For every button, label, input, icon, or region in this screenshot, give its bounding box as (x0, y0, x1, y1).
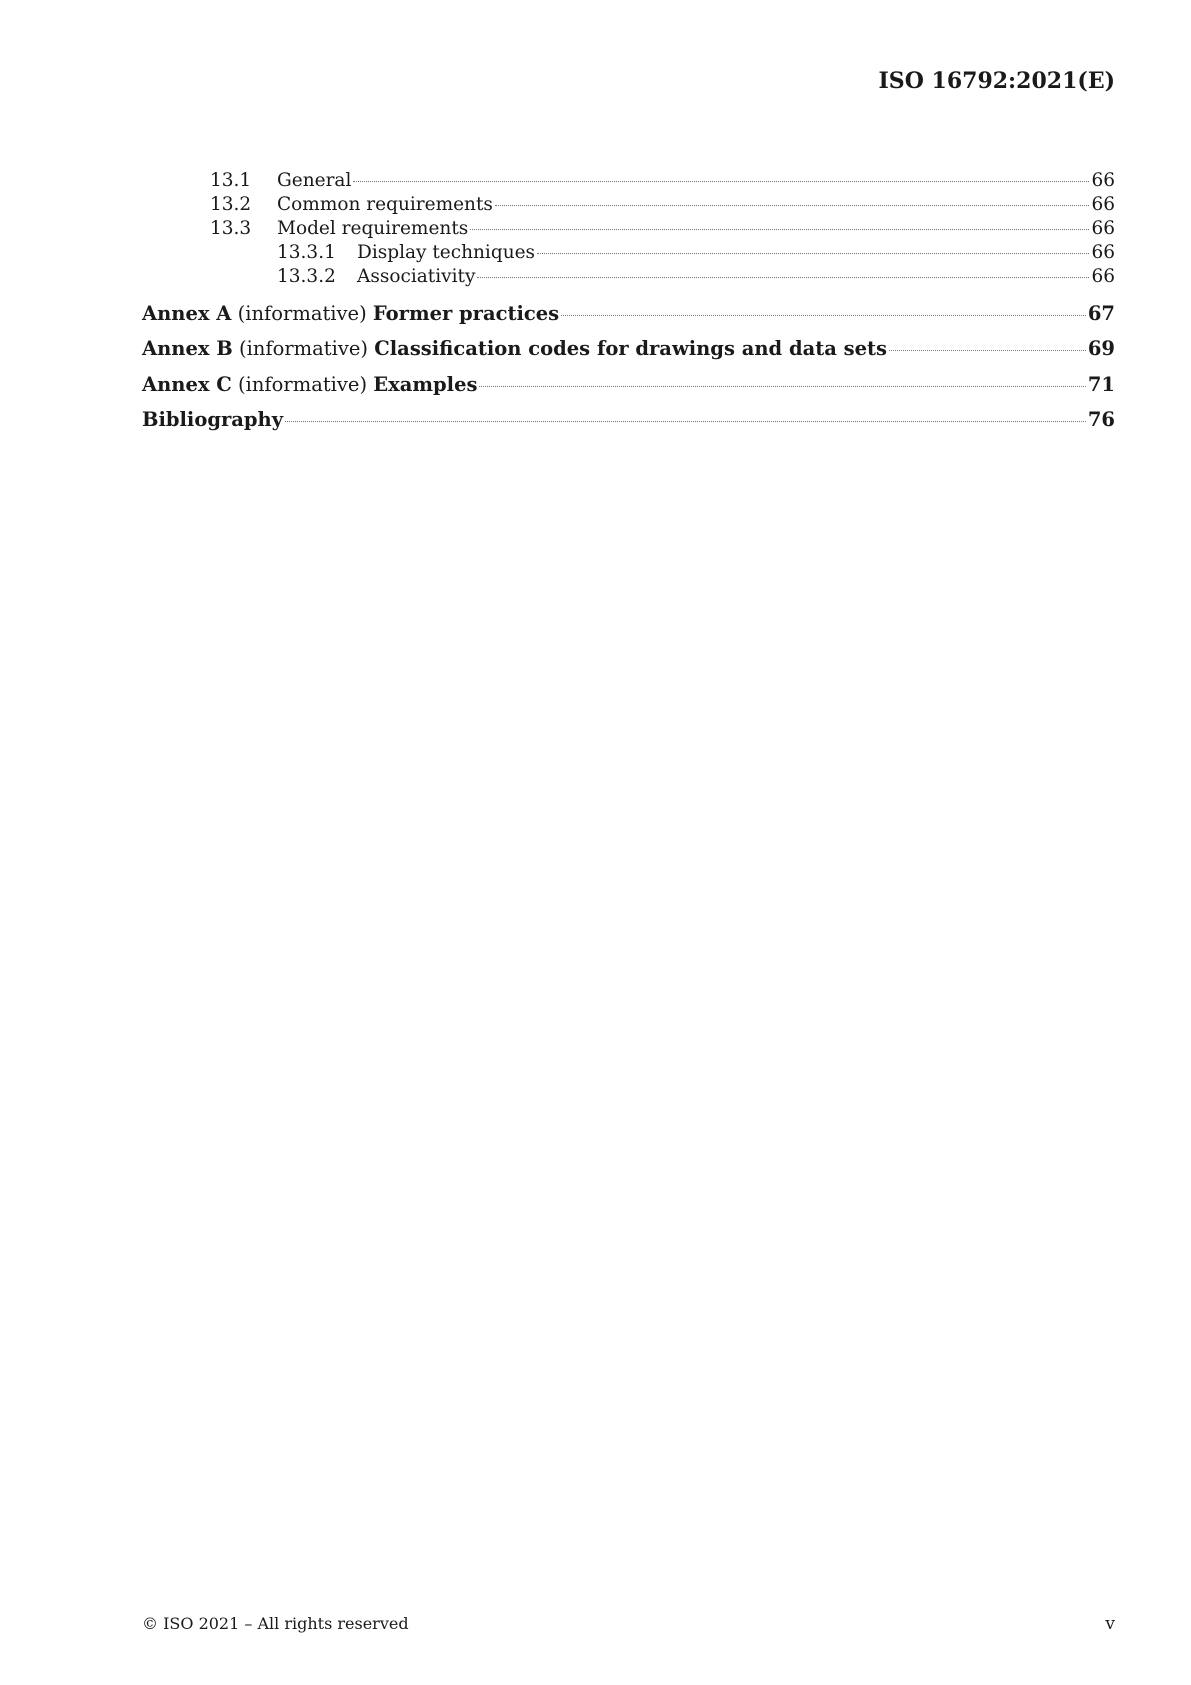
annex-label: Annex A (142, 302, 232, 325)
dot-leader (477, 277, 1089, 278)
toc-title: Model requirements (277, 218, 469, 239)
annex-type: (informative) (239, 337, 369, 360)
annex-title: Classification codes for drawings and data sets (374, 337, 888, 360)
toc-number: 13.3 (210, 218, 252, 239)
toc-number: 13.3.1 (277, 242, 336, 263)
dot-leader (353, 181, 1089, 182)
dot-leader (495, 205, 1090, 206)
dot-leader (470, 229, 1089, 230)
toc-page: 69 (1087, 337, 1115, 360)
annex-type: (informative) (238, 373, 368, 396)
toc-bibliography[interactable] (142, 408, 1115, 431)
toc-page: 71 (1087, 373, 1115, 396)
dot-leader (537, 253, 1089, 254)
annex-type: (informative) (237, 302, 367, 325)
toc-page: 66 (1091, 218, 1115, 239)
toc-entry[interactable] (142, 266, 1115, 287)
toc-page: 66 (1091, 242, 1115, 263)
toc-number: 13.1 (210, 170, 252, 191)
toc-entry[interactable] (142, 170, 1115, 191)
footer-page-number: v (1105, 1614, 1115, 1634)
toc-annex-b[interactable] (142, 337, 1115, 360)
toc-title: Display techniques (357, 242, 536, 263)
dot-leader (561, 315, 1086, 316)
toc-annex-a[interactable] (142, 302, 1115, 325)
toc-title: General (277, 170, 352, 191)
document-id-header: ISO 16792:2021(E) (878, 68, 1115, 94)
toc-number: 13.2 (210, 194, 252, 215)
annex-label: Annex B (142, 337, 233, 360)
toc-page: 66 (1091, 194, 1115, 215)
toc-entry[interactable] (142, 218, 1115, 239)
toc-page: 76 (1087, 408, 1115, 431)
toc-title: Associativity (357, 266, 476, 287)
dot-leader (479, 386, 1085, 387)
toc-page: 66 (1091, 266, 1115, 287)
toc-page: 66 (1091, 170, 1115, 191)
dot-leader (285, 421, 1086, 422)
toc-annex-c[interactable] (142, 373, 1115, 396)
toc-entry[interactable] (142, 242, 1115, 263)
annex-title: Examples (373, 373, 478, 396)
toc-title: Common requirements (277, 194, 493, 215)
bibliography-title: Bibliography (142, 408, 284, 431)
dot-leader (889, 350, 1086, 351)
toc-number: 13.3.2 (277, 266, 336, 287)
toc-page: 67 (1087, 302, 1115, 325)
annex-label: Annex C (142, 373, 232, 396)
footer-copyright: © ISO 2021 – All rights reserved (142, 1614, 409, 1633)
annex-title: Former practices (372, 302, 560, 325)
toc-entry[interactable] (142, 194, 1115, 215)
